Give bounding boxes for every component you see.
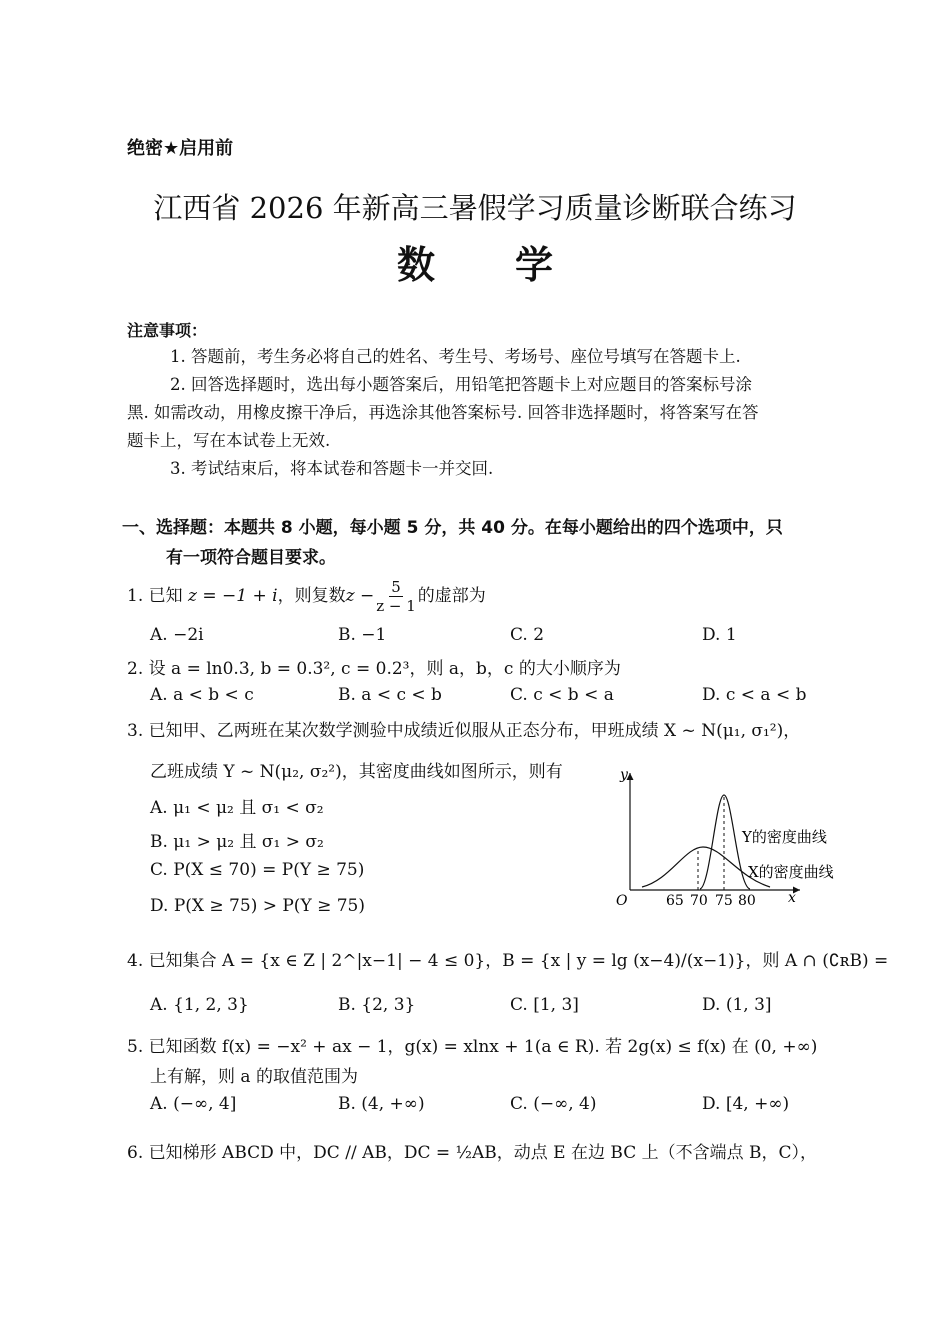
- q4-text: 已知集合 A = {x ∈ Z | 2^|x−1| − 4 ≤ 0}，B = {x | y = lg (x−4)/(x−1)}，则 A ∩ (∁ʀB) =: [148, 951, 889, 971]
- q4-option-d: D. (1, 3]: [702, 995, 772, 1015]
- q4-number: 4.: [127, 951, 144, 971]
- section-heading-line1: 一、选择题：本题共 8 小题，每小题 5 分，共 40 分。在每小题给出的四个选项中，只: [122, 518, 783, 538]
- origin-label: O: [616, 893, 628, 909]
- notice-item-2c: 题卡上，写在本试卷上无效.: [127, 431, 331, 450]
- section-heading-line2: 有一项符合题目要求。: [166, 548, 336, 568]
- q4-option-c: C. [1, 3]: [510, 995, 579, 1015]
- q3-number: 3.: [127, 721, 144, 741]
- q5-text-line2: 上有解，则 a 的取值范围为: [150, 1067, 358, 1087]
- notice-item-2a: 2. 回答选择题时，选出每小题答案后，用铅笔把答题卡上对应题目的答案标号涂: [170, 375, 752, 394]
- q1-fraction: [376, 578, 416, 615]
- q2-option-a: A. a < b < c: [150, 685, 254, 705]
- notice-item-2b: 黑. 如需改动，用橡皮擦干净后，再选涂其他答案标号. 回答非选择题时，将答案写在答: [127, 403, 759, 422]
- q5-number: 5.: [127, 1037, 144, 1057]
- q1-option-d: D. 1: [702, 625, 737, 645]
- q6-text: 已知梯形 ABCD 中，DC // AB，DC = ½AB，动点 E 在边 BC 上（不含端点 B，C），: [148, 1143, 818, 1163]
- q3-text-line1: 已知甲、乙两班在某次数学测验中成绩近似服从正态分布，甲班成绩 X ~ N(μ₁, σ₁²)，: [148, 721, 801, 741]
- q3-text-line2: 乙班成绩 Y ~ N(μ₂, σ₂²)，其密度曲线如图所示，则有: [150, 762, 563, 782]
- exam-title: 江西省 2026 年新高三暑假学习质量诊断联合练习: [153, 191, 797, 225]
- tick-75: 75: [715, 893, 733, 909]
- q1-post: 的虚部为: [417, 586, 486, 606]
- q5-option-a: A. (−∞, 4]: [150, 1094, 237, 1114]
- tick-65: 65: [666, 893, 684, 909]
- q2-option-d: D. c < a < b: [702, 685, 807, 705]
- question-6: [127, 1138, 817, 1163]
- section-heading: [122, 513, 783, 573]
- q5-option-c: C. (−∞, 4): [510, 1094, 597, 1114]
- q3-option-d: D. P(X ≥ 75) > P(Y ≥ 75): [150, 896, 365, 916]
- question-5-line1: [127, 1032, 817, 1057]
- q3-option-c: C. P(X ≤ 70) = P(Y ≥ 75): [150, 860, 365, 880]
- q4-option-a: A. {1, 2, 3}: [150, 995, 249, 1015]
- q5-option-b: B. (4, +∞): [338, 1094, 425, 1114]
- y-axis-label: y: [620, 767, 628, 783]
- x-curve-label: X的密度曲线: [748, 863, 834, 881]
- notice-item-1: 1. 答题前，考生务必将自己的姓名、考生号、考场号、座位号填写在答题卡上.: [170, 347, 741, 366]
- q2-number: 2.: [127, 659, 144, 679]
- q2-text: 设 a = ln0.3, b = 0.3², c = 0.2³，则 a，b，c 的大小顺序为: [148, 659, 621, 679]
- q1-number: 1.: [127, 586, 144, 606]
- notice-heading: 注意事项：: [127, 321, 208, 340]
- q5-option-d: D. [4, +∞): [702, 1094, 790, 1114]
- subject-title: 数学: [396, 243, 633, 287]
- question-2: [127, 654, 621, 679]
- q1-option-c: C. 2: [510, 625, 545, 645]
- question-3-line1: [127, 716, 800, 741]
- q1-expr: z −: [345, 586, 375, 606]
- question-4: [127, 946, 888, 971]
- q1-condition: z = −1 + i: [188, 586, 278, 606]
- q4-option-b: B. {2, 3}: [338, 995, 416, 1015]
- q1-option-a: A. −2i: [150, 625, 204, 645]
- q1-mid: ，则复数: [277, 586, 346, 606]
- tick-80: 80: [738, 893, 756, 909]
- q3-option-a: A. μ₁ < μ₂ 且 σ₁ < σ₂: [150, 798, 324, 818]
- x-axis-label: x: [788, 890, 796, 906]
- secret-label: 绝密★启用前: [127, 138, 234, 159]
- q1-pre: 已知: [148, 586, 183, 606]
- q2-option-c: C. c < b < a: [510, 685, 614, 705]
- density-curve-figure: [600, 765, 860, 915]
- y-curve-label: Y的密度曲线: [742, 828, 827, 846]
- q5-text-line1: 已知函数 f(x) = −x² + ax − 1，g(x) = xlnx + 1(a ∈ R). 若 2g(x) ≤ f(x) 在 (0, +∞): [148, 1037, 818, 1057]
- q1-frac-num: 5: [391, 578, 401, 596]
- q3-option-b: B. μ₁ > μ₂ 且 σ₁ > σ₂: [150, 832, 324, 852]
- q2-option-b: B. a < c < b: [338, 685, 442, 705]
- q1-frac-den: z − 1: [376, 597, 416, 615]
- notice-item-3: 3. 考试结束后，将本试卷和答题卡一并交回.: [170, 459, 494, 478]
- tick-70: 70: [690, 893, 708, 909]
- q1-option-b: B. −1: [338, 625, 387, 645]
- q6-number: 6.: [127, 1143, 144, 1163]
- question-1: [127, 578, 486, 615]
